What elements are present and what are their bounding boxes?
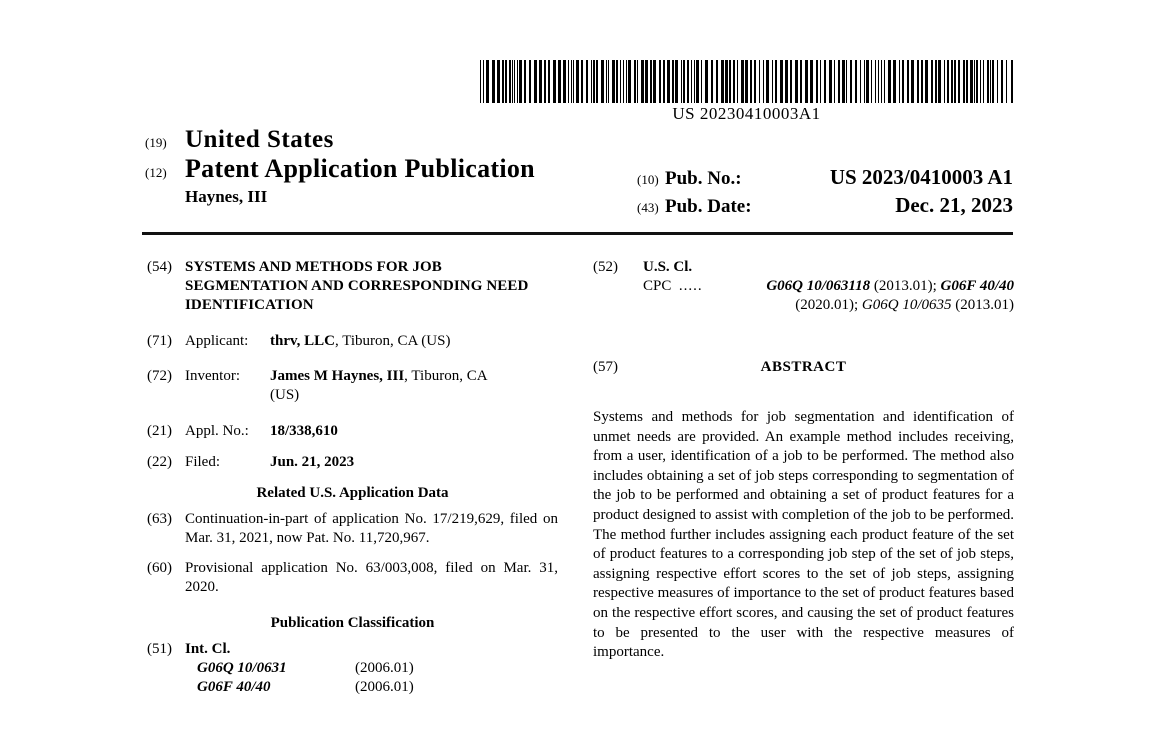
cpc-rest-3: (2013.01): [951, 297, 1014, 313]
int-cl-version-2: (2006.01): [355, 679, 414, 695]
inventor-location-2: (US): [270, 387, 300, 403]
cpc-rest-2: (2020.01);: [795, 297, 862, 313]
filed-value: Jun. 21, 2023: [270, 454, 355, 470]
int-cl-code-2: G06F 40/40: [197, 679, 271, 695]
applicant-section: [147, 332, 558, 351]
field-code-63: (63): [147, 511, 172, 527]
filed-label: Filed:: [185, 454, 221, 470]
cpc-label: CPC: [643, 278, 672, 294]
us-cl-label: U.S. Cl.: [643, 259, 693, 275]
pub-date-value: Dec. 21, 2023: [895, 193, 1013, 217]
field-code-22: (22): [147, 454, 172, 470]
pub-no-label: Pub. No.:: [665, 168, 742, 189]
inventor-section: [147, 367, 558, 405]
abstract-heading: ABSTRACT: [760, 359, 847, 375]
left-column: [147, 258, 558, 697]
cpc-line-1: [643, 277, 1014, 296]
field-code-12: (12): [145, 165, 167, 180]
cpc-code-1: G06Q 10/063118: [766, 278, 871, 294]
cpc-rest-1: (2013.01);: [870, 278, 941, 294]
int-cl-section: [147, 640, 558, 697]
header-divider: [142, 232, 1013, 235]
int-cl-entry: [185, 659, 558, 678]
field-code-43: (43): [637, 200, 659, 215]
cpc-code-2: G06F 40/40: [940, 278, 1014, 294]
applicant-name: thrv, LLC: [270, 333, 336, 349]
int-cl-entry: [185, 678, 558, 697]
field-code-19: (19): [145, 135, 167, 150]
right-column: [593, 258, 1014, 663]
publication-kind: Patent Application Publication: [185, 154, 535, 183]
pub-date-label: Pub. Date:: [665, 196, 752, 217]
related-60-text: Provisional application No. 63/003,008, filed on Mar. 31, 2020.: [185, 560, 558, 595]
barcode-number: US 20230410003A1: [672, 104, 821, 123]
field-code-10: (10): [637, 172, 659, 187]
appl-no-section: [147, 422, 558, 441]
inventor-short-name: Haynes, III: [185, 187, 268, 206]
barcode-block: [480, 60, 1013, 124]
inventor-name: James M Haynes, III: [270, 368, 405, 384]
appl-no-value: 18/338,610: [270, 423, 338, 439]
cpc-code-3: G06Q 10/0635: [861, 297, 952, 313]
applicant-location: , Tiburon, CA (US): [335, 333, 451, 349]
appl-no-label: Appl. No.:: [185, 423, 249, 439]
publication-classification-heading: Publication Classification: [270, 615, 435, 631]
country-name: United States: [185, 126, 334, 153]
filed-section: [147, 453, 558, 472]
inventor-label: Inventor:: [185, 368, 240, 384]
field-code-57: (57): [593, 359, 618, 375]
masthead-right: [637, 165, 1013, 221]
related-data-heading: Related U.S. Application Data: [256, 485, 449, 501]
pub-no-value: US 2023/0410003 A1: [829, 165, 1013, 189]
cpc-line-2: [643, 296, 1014, 315]
masthead: [145, 126, 645, 207]
field-code-21: (21): [147, 423, 172, 439]
abstract-heading-row: [593, 358, 1014, 377]
field-code-54: (54): [147, 259, 172, 275]
field-code-51: (51): [147, 641, 172, 657]
invention-title: SYSTEMS AND METHODS FOR JOB SEGMENTATION AND CORRESPONDING NEED IDENTIFICATION: [185, 259, 529, 313]
field-code-60: (60): [147, 560, 172, 576]
cpc-dots: .....: [678, 278, 703, 294]
barcode-icon: [480, 60, 1013, 103]
title-section: [147, 258, 558, 315]
abstract-text: Systems and methods for job segmentation and identification of unmet needs are provided. An example method includes receiving, from a user, identification of a job to be performed. The method also includes obtaining a set of job steps corresponding to segmentation of the job to be performed and obtaining a set of product features for a product designed to assist with completion of the job to be performed. The method further includes assigning each product feature of the set of product features to a corresponding job step of the set of job steps, assigning respective effort scores to the set of job steps, assigning respective measures of importance to the set of product features based on the respective effort scores, and causing the set of product features to be presented to the user with the respective measures of importance.: [593, 409, 1014, 661]
int-cl-code-1: G06Q 10/0631: [197, 660, 287, 676]
field-code-71: (71): [147, 333, 172, 349]
related-63-text: Continuation-in-part of application No. 17/219,629, filed on Mar. 31, 2021, now Pat. No. 11,720,967.: [185, 511, 558, 546]
us-cl-section: [593, 258, 1014, 315]
field-code-52: (52): [593, 259, 618, 275]
related-63-section: [147, 510, 558, 548]
field-code-72: (72): [147, 368, 172, 384]
int-cl-label: Int. Cl.: [185, 641, 231, 657]
applicant-label: Applicant:: [185, 333, 249, 349]
int-cl-version-1: (2006.01): [355, 660, 414, 676]
related-60-section: [147, 559, 558, 597]
inventor-location: , Tiburon, CA: [404, 368, 488, 384]
